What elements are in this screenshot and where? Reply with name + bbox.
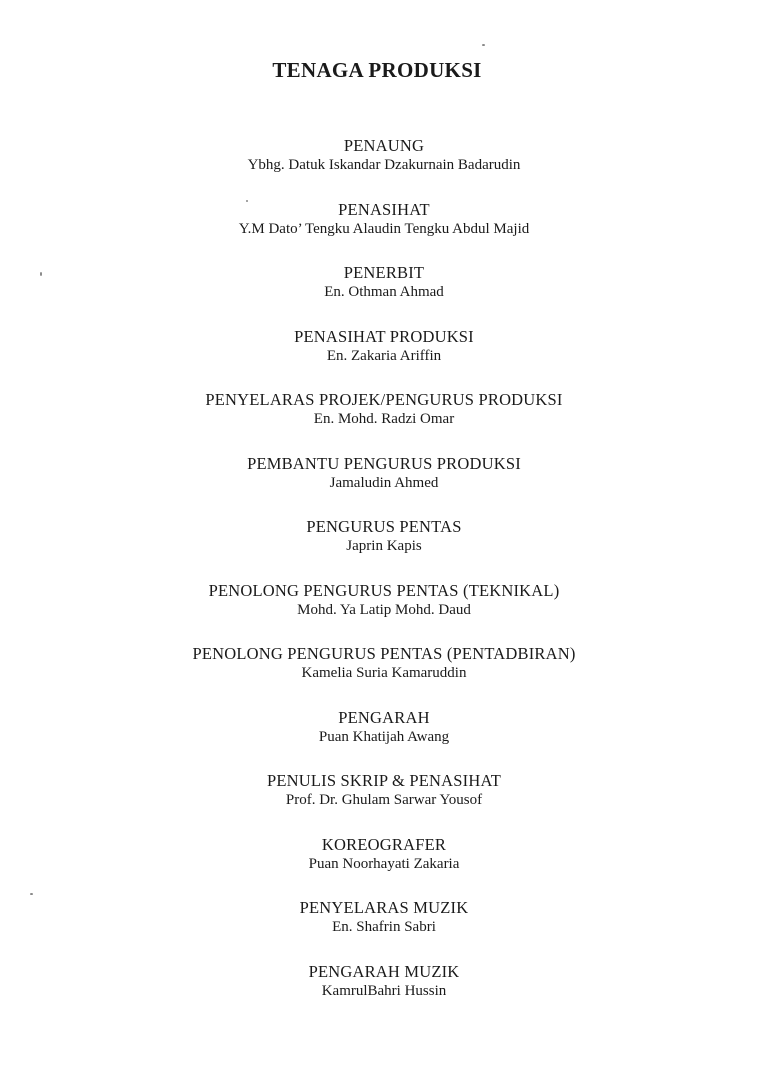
credit-name: Puan Khatijah Awang — [318, 728, 450, 745]
credit-entry — [0, 581, 768, 645]
credit-role: PENOLONG PENGURUS PENTAS (PENTADBIRAN) — [192, 644, 576, 663]
credit-entry — [0, 708, 768, 772]
credit-name: Jamaludin Ahmed — [329, 474, 439, 491]
scan-speck — [40, 272, 42, 276]
credit-entry — [0, 771, 768, 835]
credit-entry — [0, 136, 768, 200]
credit-name: En. Othman Ahmad — [324, 284, 444, 300]
credit-entry — [0, 517, 768, 581]
credit-entry — [0, 898, 768, 962]
credit-entry — [0, 835, 768, 899]
credit-name: Prof. Dr. Ghulam Sarwar Yousof — [285, 792, 483, 808]
credit-role: PENASIHAT — [338, 199, 430, 219]
credit-name: Mohd. Ya Latip Mohd. Daud — [297, 601, 471, 618]
credit-role: PENOLONG PENGURUS PENTAS (TEKNIKAL) — [208, 580, 560, 600]
credit-entry — [0, 200, 768, 264]
credit-name: En. Zakaria Ariffin — [326, 347, 442, 364]
credit-name: En. Mohd. Radzi Omar — [313, 411, 455, 427]
credit-role: PENERBIT — [343, 263, 425, 282]
credit-name: Japrin Kapis — [346, 538, 422, 554]
credit-entry — [0, 327, 768, 391]
credit-name: Puan Noorhayati Zakaria — [308, 855, 460, 872]
credit-role: PENGARAH MUZIK — [308, 961, 460, 981]
credit-role: PENGURUS PENTAS — [306, 517, 462, 536]
credit-role: PENASIHAT PRODUKSI — [294, 326, 474, 346]
credit-name: Y.M Dato’ Tengku Alaudin Tengku Abdul Majid — [238, 220, 530, 237]
credit-entry — [0, 390, 768, 454]
credit-name: En. Shafrin Sabri — [332, 919, 436, 935]
credit-role: PENYELARAS MUZIK — [299, 898, 469, 917]
credit-role: KOREOGRAFER — [321, 834, 447, 854]
scan-speck — [246, 200, 248, 202]
credit-role: PENYELARAS PROJEK/PENGURUS PRODUKSI — [205, 390, 563, 409]
credit-entry — [0, 454, 768, 518]
credit-name: KamrulBahri Hussin — [321, 982, 447, 999]
scan-speck — [482, 44, 485, 46]
credit-role: PEMBANTU PENGURUS PRODUKSI — [247, 453, 521, 473]
credit-entry — [0, 644, 768, 708]
page-title: TENAGA PRODUKSI — [272, 58, 482, 82]
credit-role: PENULIS SKRIP & PENASIHAT — [266, 771, 502, 790]
credits-list — [0, 136, 768, 1025]
credit-entry — [0, 962, 768, 1026]
credit-role: PENGARAH — [338, 707, 430, 727]
credit-entry — [0, 263, 768, 327]
scan-speck — [30, 893, 33, 895]
credit-role: PENAUNG — [343, 136, 425, 155]
credit-name: Ybhg. Datuk Iskandar Dzakurnain Badarudin — [247, 157, 521, 173]
credit-name: Kamelia Suria Kamaruddin — [301, 665, 467, 681]
